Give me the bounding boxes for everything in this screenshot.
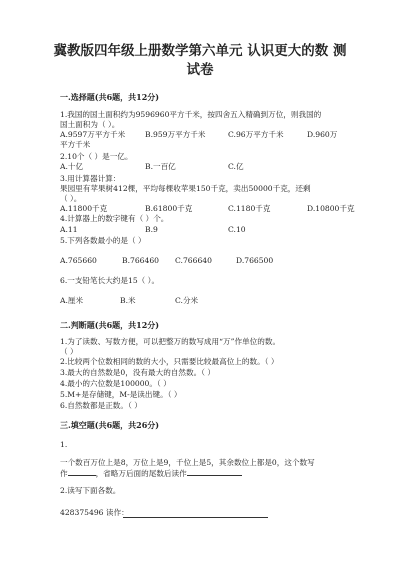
fill-q2-read-label: 读作： [105,508,129,517]
judge-item-3: 3.最大的自然数是0，没有最大的自然数。（ ） [60,368,215,377]
q1-text: 1.我国的国土面积约为9596960平方千米，按四舍五入精确到万位，则我国的 [60,110,322,119]
q1-option-d-cont: 平方千米 [60,140,91,149]
q3-text-cont: 果园里有苹果树412棵，平均每棵收苹果150千克，卖出50000千克，还剩 [60,184,311,193]
section-heading-judge: 二.判断题(共6题，共12分) [60,320,160,330]
judge-item-1: 1.为了读数、写数方便，可以把整万的数写成用“万”作单位的数。 [60,337,281,346]
fill-q1-text-cont [60,468,242,479]
q3-text-cont2: （ ）。 [60,194,82,203]
q5-option-c: C.766640 [175,256,212,265]
q4-option-a: A.11 [60,225,78,234]
fill-blank-3[interactable] [123,516,268,518]
q4-option-b: B.9 [145,225,158,234]
q4-text: 4.计算器上的数字键有（ ）个。 [60,214,169,223]
q3-option-b: B.61800千克 [145,204,193,213]
fill-q1-number: 1. [60,440,68,449]
fill-q2-number [60,508,129,518]
q2-text: 2.10个（ ）是一亿。 [60,152,133,161]
q1-option-c: C.96万平方千米 [228,130,284,139]
fill-q2-text: 2.读写下面各数。 [60,486,121,495]
fill-q2-digits: 428375496 [60,508,104,517]
q6-option-b: B.米 [120,296,136,305]
fill-q1-text: 一个数百万位上是8，万位上是9，千位上是5，其余数位上都是0，这个数写 [60,458,315,467]
judge-item-4: 4.最小的六位数是100000。（ ） [60,379,171,388]
judge-item-2: 2.比较两个位数相同的数的大小，只需要比较最高位上的数。（ ） [60,357,279,366]
q2-option-b: B.一百亿 [145,162,176,171]
fill-blank-1[interactable] [68,468,96,476]
q6-option-a: A.厘米 [60,296,84,305]
section-heading-choice: 一.选择题(共6题，共12分) [60,92,160,102]
q6-option-c: C.分米 [175,296,199,305]
page-title: 冀教版四年级上册数学第六单元 认识更大的数 测 [53,43,347,59]
q5-option-a: A.765660 [60,256,97,265]
q2-option-c: C.亿 [228,162,244,171]
q6-text: 6.一支铅笔长大约是15（ ）。 [60,276,160,285]
q5-option-b: B.766460 [122,256,159,265]
fill-blank-2[interactable] [187,468,242,476]
judge-item-5: 5.M+是存储键，M-是读出键。（ ） [60,390,182,399]
q1-option-b: B.959万平方千米 [145,130,206,139]
q3-text: 3.用计算器计算： [60,174,121,183]
q2-option-a: A.十亿 [60,162,84,171]
q3-option-a: A.11800千克 [60,204,108,213]
q3-option-d: D.10800千克 [307,204,355,213]
judge-item-6: 6.自然数都是正数。（ ） [60,401,142,410]
q1-text-cont: 国土面积为（ ）。 [60,120,120,129]
fill-q1-label-read: ，省略万后面的尾数后读作 [95,469,187,478]
q4-option-c: C.10 [228,225,246,234]
q1-option-a: A.9597万平方千米 [60,130,126,139]
q1-option-d: D.960万 [307,130,338,139]
q5-text: 5.下列各数最小的是（ ） [60,236,146,245]
q5-option-d: D.766500 [236,256,274,265]
page-title-cont: 试卷 [186,62,214,78]
fill-q1-label-write: 作 [60,469,68,478]
q3-option-c: C.1180千克 [228,204,271,213]
judge-item-1-cont: （ ） [60,347,78,356]
section-heading-fill: 三.填空题(共6题，共26分) [60,420,160,430]
